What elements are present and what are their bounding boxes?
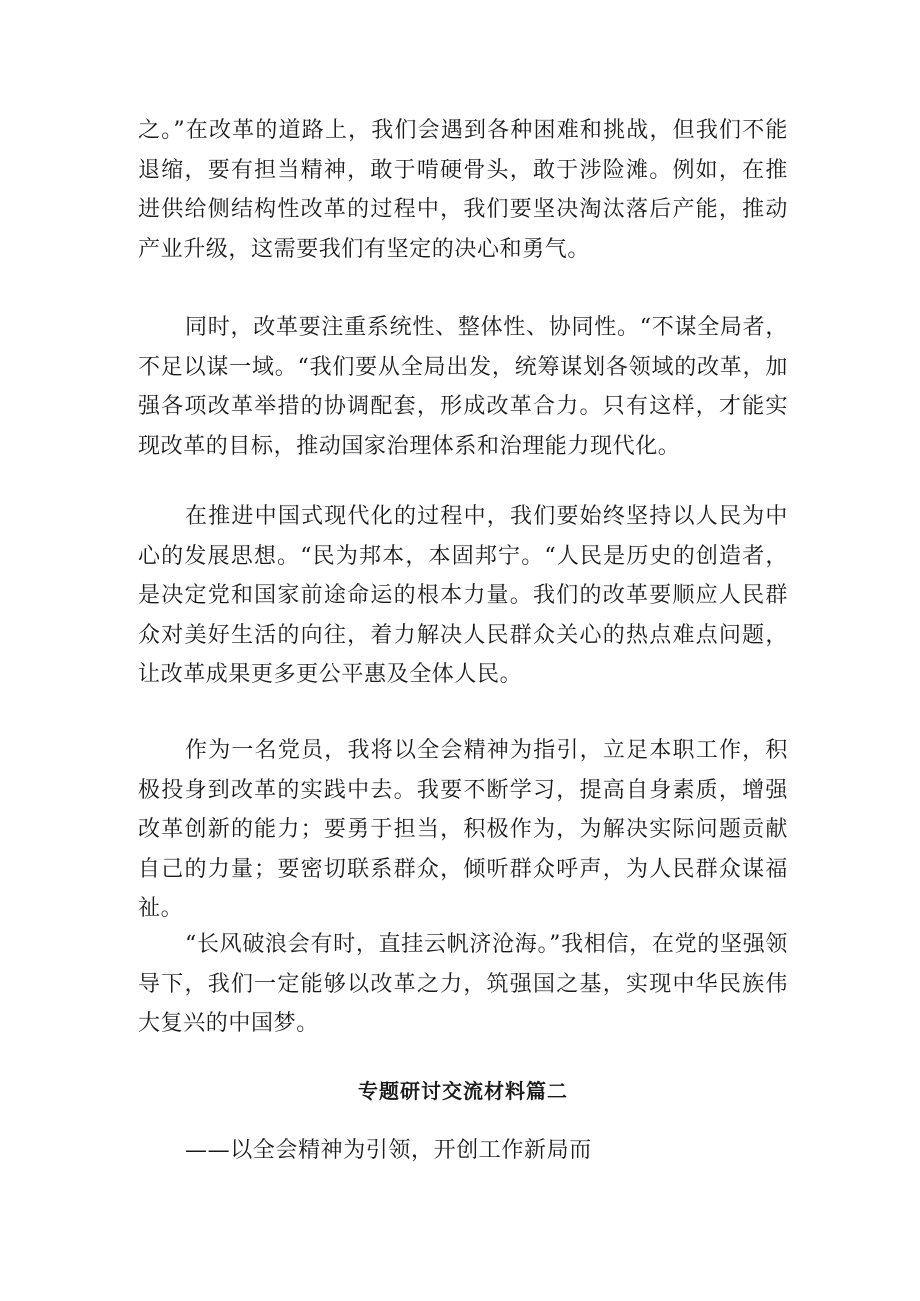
paragraph-people-centered: 在推进中国式现代化的过程中，我们要始终坚持以人民为中心的发展思想。“民为邦本，本固邦宁。“人民是历史的创造者，是决定党和国家前途命运的根本力量。我们的改革要顺应人民群众对美好生活的向往，着力解决人民群众关心的热点难点问题，让改革成果更多更公平惠及全体人民。 <box>138 504 788 687</box>
section-subtitle: ——以全会精神为引领，开创工作新局而 <box>185 1138 592 1163</box>
paragraph-continuation: 之。”在改革的道路上，我们会遇到各种困难和挑战，但我们不能退缩，要有担当精神，敢于啃硬骨头，敢于涉险滩。例如，在推进供给侧结构性改革的过程中，我们要坚决淘汰落后产能，推动产业升级，这需要我们有坚定的决心和勇气。 <box>138 118 788 262</box>
paragraph-conclusion: “长风破浪会有时，直挂云帆济沧海。”我相信，在党的坚强领导下，我们一定能够以改革之力，筑强国之基，实现中华民族伟大复兴的中国梦。 <box>138 932 788 1036</box>
paragraph-systematic-reform: 同时，改革要注重系统性、整体性、协同性。“不谋全局者，不足以谋一域。“我们要从全局出发，统筹谋划各领域的改革，加强各项改革举措的协调配套，形成改革合力。只有这样，才能实现改革的目标，推动国家治理体系和治理能力现代化。 <box>138 315 788 459</box>
paragraph-party-member: 作为一名党员，我将以全会精神为指引，立足本职工作，积极投身到改革的实践中去。我要不断学习，提高自身素质，增强改革创新的能力；要勇于担当，积极作为，为解决实际问题贡献自己的力量；要密切联系群众，倾听群众呼声，为人民群众谋福祉。 <box>138 738 788 921</box>
section-heading: 专题研讨交流材料篇二 <box>358 1079 568 1103</box>
